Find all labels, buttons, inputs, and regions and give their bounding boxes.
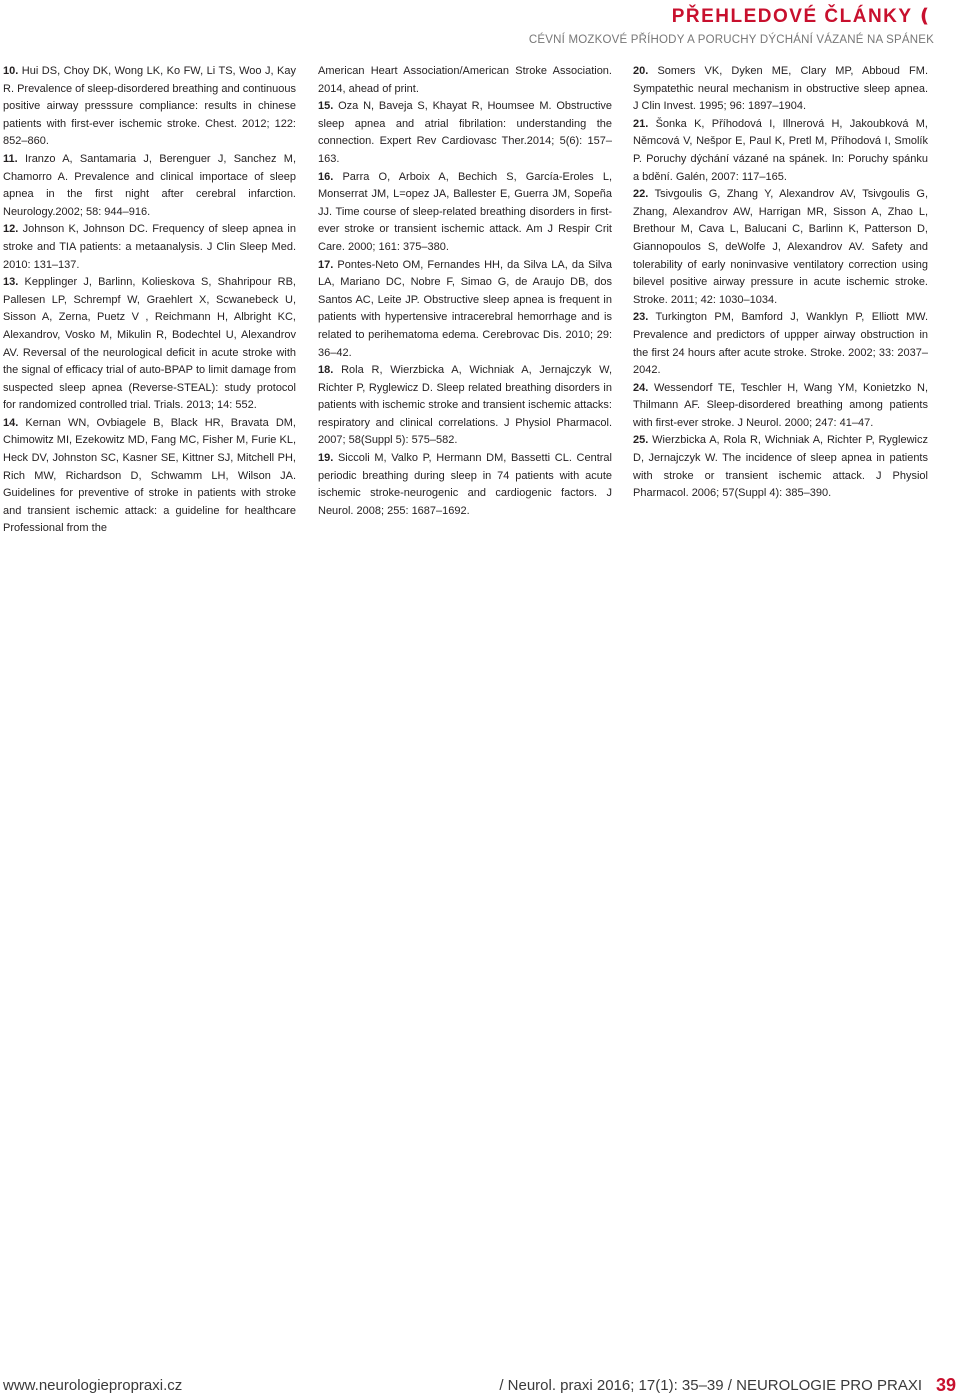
reference-item <box>318 362 612 450</box>
page-number: 39 <box>935 1375 956 1395</box>
reference-text: Hui DS, Choy DK, Wong LK, Ko FW, Li TS, Woo J, Kay R. Prevalence of sleep-disordered breathing and continuous positive airway presssure compliance: results in chinese patients with first-ever ischemic stroke. Chest. 2012; 122: 852–860. <box>3 65 296 148</box>
reference-number: 15. <box>318 100 334 113</box>
reference-text: Wessendorf TE, Teschler H, Wang YM, Konietzko N, Thilmann AF. Sleep-disordered breathing among patients with first-ever stroke. J Neurol. 2000; 247: 41–47. <box>633 381 928 429</box>
reference-item <box>633 380 928 433</box>
journal-citation: / Neurol. praxi 2016; 17(1): 35–39 / NEUROLOGIE PRO PRAXI <box>499 1377 922 1394</box>
reference-item <box>318 63 612 98</box>
reference-item <box>633 432 928 502</box>
reference-item <box>633 309 928 379</box>
reference-item <box>3 151 296 221</box>
reference-text: Šonka K, Příhodová I, Illnerová H, Jakoubková M, Němcová V, Nešpor E, Paul K, Pretl M, Příhodová I, Smolík P. Poruchy dýchání vázané na spánek. In: Poruchy spánku a bdění. Galén, 2007: 117–165. <box>633 117 928 183</box>
reference-item <box>633 63 928 116</box>
reference-item <box>633 116 928 186</box>
reference-number: 23. <box>633 311 649 324</box>
section-title <box>529 6 934 28</box>
reference-number: 10. <box>3 65 19 77</box>
references-column-1 <box>3 63 296 538</box>
reference-item <box>633 186 928 309</box>
reference-number: 19. <box>318 452 334 465</box>
section-mark-icon: ❪ <box>916 6 934 27</box>
reference-text: Oza N, Baveja S, Khayat R, Houmsee M. Obstructive sleep apnea and atrial fibrilation: understanding the connection. Expert Rev Cardiovasc Ther.2014; 5(6): 157–163. <box>318 100 613 165</box>
reference-text: Kernan WN, Ovbiagele B, Black HR, Bravata DM, Chimowitz MI, Ezekowitz MD, Fang MC, Fisher M, Furie KL, Heck DV, Johnston SC, Kasner SE, Kittner SJ, Mitchell PH, Rich MW, Richardson D, Schwamm LH, Wilson JA. Guidelines for preventive of stroke in patients with stroke and transient ischemic attack: a guideline for healthcare Professional from the <box>3 416 296 535</box>
reference-number: 17. <box>318 258 334 271</box>
running-header <box>529 6 934 46</box>
reference-item <box>318 169 612 257</box>
references-column-3 <box>633 63 928 503</box>
reference-text: Iranzo A, Santamaria J, Berenguer J, Sanchez M, Chamorro A. Prevalence and clinical importace of sleep apnea in the first night after cerebral infarction. Neurology.2002; 58: 944–916. <box>3 152 296 218</box>
reference-text: Siccoli M, Valko P, Hermann DM, Bassetti CL. Central periodic breathing during sleep in 74 patients with acute ischemic stroke-neurogenic and cardiogenic factors. J Neurol. 2008; 255: 1687–1692. <box>318 452 612 517</box>
section-title-text: PŘEHLEDOVÉ ČLÁNKY <box>671 6 913 27</box>
reference-text: Parra O, Arboix A, Bechich S, García-Eroles L, Monserrat JM, L=opez JA, Ballester E, Guerra JM, Sopeña JJ. Time course of sleep-related breathing disorders in first-ever stroke or transient ischemic attack. Am J Respir Crit Care. 2000; 161: 375–380. <box>318 170 612 253</box>
reference-text: Somers VK, Dyken ME, Clary MP, Abboud FM. Sympatethic neural mechanism in obstructive sleep apnea. J Clin Invest. 1995; 96: 1897–1904. <box>633 65 928 113</box>
reference-text: Turkington PM, Bamford J, Wanklyn P, Elliott MW. Prevalence and predictors of uppper airway obstruction in the first 24 hours after acute stroke. Stroke. 2002; 33: 2037–2042. <box>633 311 929 377</box>
reference-text: Rola R, Wierzbicka A, Wichniak A, Jernajczyk W, Richter P, Ryglewicz D. Sleep related breathing disorders in patients with ischemic stroke and transient ischemic attacks: respiratory and clinical correlations. J Physiol Pharmacol. 2007; 58(Suppl 5): 575–582. <box>318 364 612 447</box>
reference-number: 13. <box>3 276 19 289</box>
reference-number: 18. <box>318 364 334 377</box>
reference-item <box>3 415 296 538</box>
reference-item <box>318 450 612 520</box>
website-link[interactable]: www.neurologiepropraxi.cz <box>3 1377 183 1394</box>
reference-number: 12. <box>3 223 19 236</box>
reference-item <box>3 274 296 415</box>
reference-number: 20. <box>633 65 649 77</box>
reference-text: Pontes-Neto OM, Fernandes HH, da Silva LA, da Silva LA, Mariano DC, Nobre F, Simao G, de Araujo DB, dos Santos AC, Leite JP. Obstructive sleep apnea is frequent in patients with hypertensive intracerebral hemorrhage and is related to perihematoma edema. Cerebrovac Dis. 2010; 29: 36–42. <box>318 258 612 359</box>
reference-number: 25. <box>633 434 649 447</box>
reference-item <box>318 257 612 363</box>
reference-item <box>3 221 296 274</box>
reference-text: Johnson K, Johnson DC. Frequency of sleep apnea in stroke and TIA patients: a metaanalysis. J Clin Sleep Med. 2010: 131–137. <box>3 223 296 271</box>
references-column-2 <box>318 63 612 520</box>
reference-text: American Heart Association/American Stroke Association. 2014, ahead of print. <box>318 65 612 95</box>
reference-item <box>3 63 296 151</box>
page-footer <box>0 1374 960 1398</box>
reference-number: 11. <box>3 152 18 165</box>
reference-number: 14. <box>3 416 19 429</box>
reference-text: Wierzbicka A, Rola R, Wichniak A, Richter P, Ryglewicz D, Jernajczyk W. The incidence of sleep apnea in patients with stroke or transient ischemic attack. J Physiol Pharmacol. 2006; 57(Suppl 4): 385–390. <box>633 434 928 500</box>
reference-number: 21. <box>633 117 649 130</box>
reference-number: 24. <box>633 381 649 394</box>
reference-text: Tsivgoulis G, Zhang Y, Alexandrov AV, Tsivgoulis G, Zhang, Alexandrov AW, Harrigan MR, Sisson A, Zhao L, Brethour M, Cava L, Balucani C, Barlinn K, Patterson D, Giannopoulos S, deWolfe J, Alexandrov AV. Safety and tolerability of early noninvasive ventilatory correction using bilevel positive airway pressure in acute ischemic stroke. Stroke. 2011; 42: 1030–1034. <box>633 188 928 306</box>
reference-text: Kepplinger J, Barlinn, Kolieskova S, Shahripour RB, Pallesen LP, Schrempf W, Graehlert X, Scwanebeck U, Sisson A, Zerna, Puetz V , Reichmann H, Albright KC, Alexandrov, Vosko M, Mikulin R, Bodechtel U, Alexandrov AV. Reversal of the neurological deficit in acute stroke with the signal of efficacy trial of auto-BPAP to limit damage from suspected sleep apnea (Reverse-STEAL): study protocol for randomized controlled trial. Trials. 2013; 14: 552. <box>3 276 296 412</box>
reference-number: 22. <box>633 188 649 201</box>
reference-item <box>318 98 612 168</box>
article-subtitle: CÉVNÍ MOZKOVÉ PŘÍHODY A PORUCHY DÝCHÁNÍ VÁZANÉ NA SPÁNEK <box>528 34 934 46</box>
reference-number: 16. <box>318 170 334 183</box>
